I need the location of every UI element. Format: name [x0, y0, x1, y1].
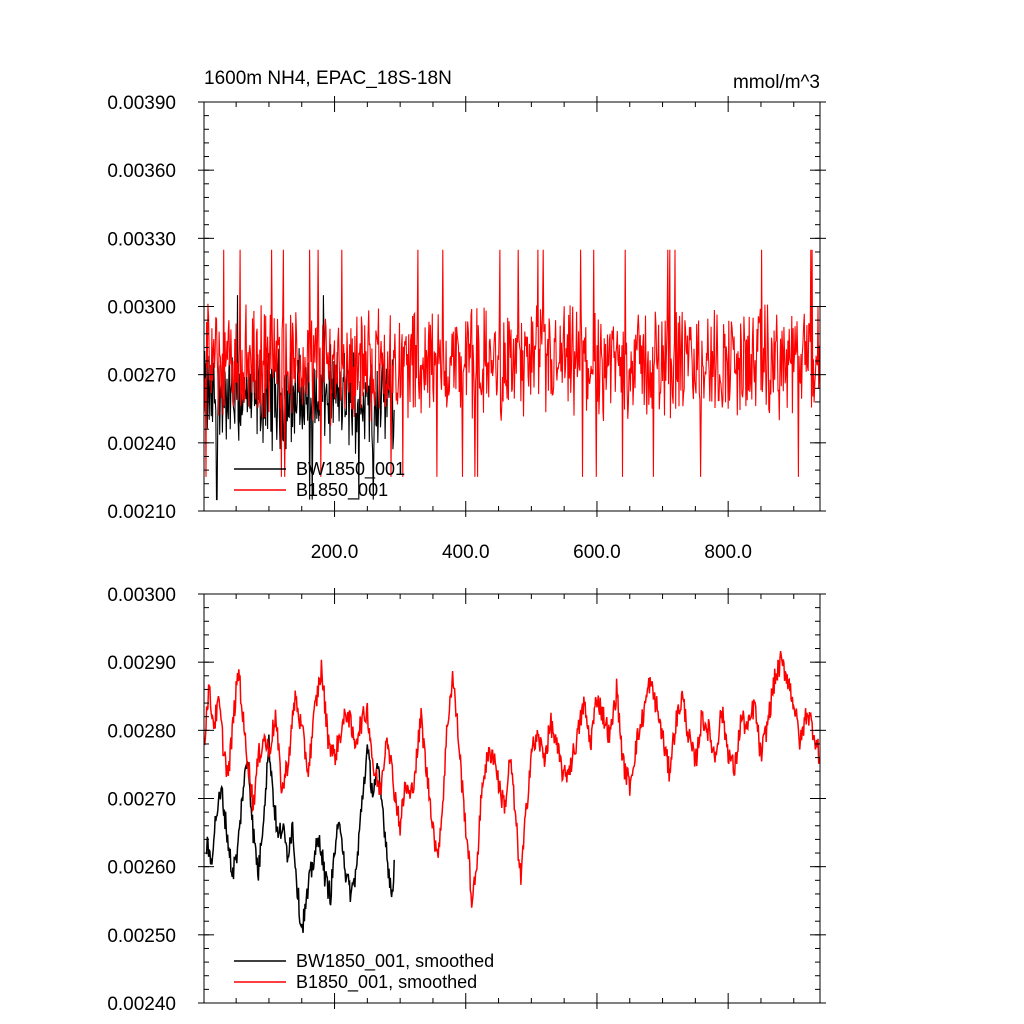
y-tick-label: 0.00290 — [107, 653, 176, 675]
legend-label: B1850_001 — [296, 480, 389, 500]
plot-title: 1600m NH4, EPAC_18S-18N — [204, 68, 452, 89]
x-tick-label: 600.0 — [573, 542, 621, 563]
y-tick-label: 0.00330 — [107, 229, 176, 251]
legend-label: BW1850_001 — [296, 459, 406, 479]
y-tick-label: 0.00280 — [107, 721, 176, 743]
y-tick-label: 0.00260 — [107, 857, 176, 879]
x-tick-label: 200.0 — [310, 542, 359, 563]
legend-label: B1850_001, smoothed — [296, 972, 478, 992]
units-label: mmol/m^3 — [732, 72, 820, 93]
x-tick-label: 800.0 — [704, 542, 752, 563]
y-tick-label: 0.00270 — [107, 789, 176, 811]
y-tick-label: 0.00240 — [107, 994, 176, 1015]
y-tick-label: 0.00390 — [107, 93, 176, 114]
y-tick-label: 0.00250 — [107, 925, 176, 947]
y-tick-label: 0.00300 — [107, 585, 176, 606]
y-tick-label: 0.00270 — [107, 365, 176, 387]
y-tick-label: 0.00300 — [107, 297, 176, 319]
y-tick-label: 0.00360 — [107, 161, 176, 183]
y-tick-label: 0.00240 — [107, 433, 176, 455]
x-tick-label: 400.0 — [441, 542, 490, 563]
y-tick-label: 0.00210 — [107, 502, 176, 523]
legend-label: BW1850_001, smoothed — [296, 951, 495, 971]
